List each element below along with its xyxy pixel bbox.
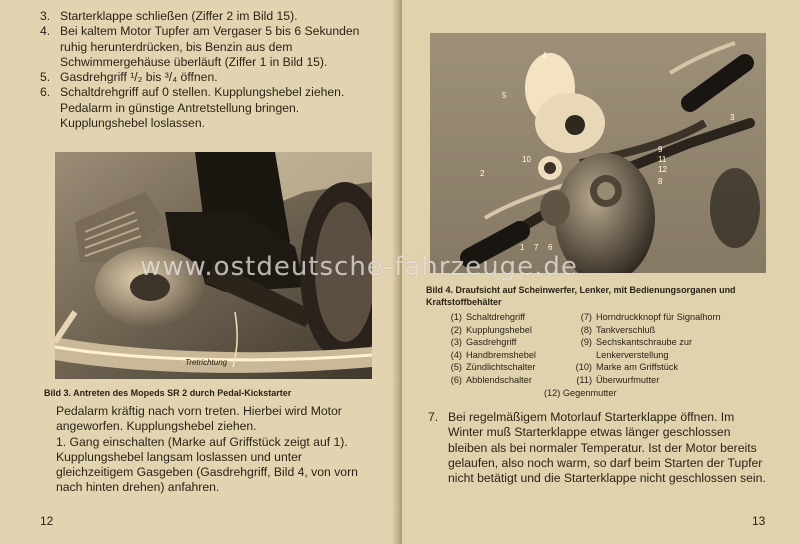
handlebar-photo (430, 33, 766, 273)
legend-row: (4) Handbremshebel Lenkerverstellung (450, 349, 669, 360)
legend-row: (2) Kupplungshebel (8) Tankverschluß (450, 324, 656, 335)
callout-4: 4 (542, 51, 547, 60)
legend-last: (12) Gegenmutter (544, 387, 617, 398)
legend-row: (6) Abblendschalter (11) Überwurfmutter (450, 374, 660, 385)
paragraph: Pedalarm kräftig nach vorn treten. Hierbei wird Motor angeworfen. Kupplungshebel ziehen. (56, 404, 342, 434)
callout-3: 3 (730, 113, 735, 122)
callout-12: 12 (658, 165, 667, 174)
legend-row: (5) Zündlichtschalter (10) Marke am Griffstück (450, 362, 679, 373)
handlebar-illustration (430, 33, 766, 273)
step-item: 6. Schaltdrehgriff auf 0 stellen. Kupplungshebel ziehen. Pedalarm in günstige Antretstellung bringen. Kupplungshebel loslassen. (40, 85, 345, 131)
step-item: 3. Starterklappe schließen (Ziffer 2 im Bild 15). (40, 9, 298, 23)
step-text: Gasdrehgriff ¹/₂ bis ³/₄ öffnen. (60, 70, 218, 85)
parts-legend (444, 311, 784, 399)
callout-1: 1 (520, 243, 525, 252)
step-item: 5. Gasdrehgriff ¹/₂ bis ³/₄ öffnen. (40, 70, 218, 85)
body-text-left (56, 404, 376, 496)
callout-9: 9 (658, 145, 663, 154)
callout-8: 8 (658, 177, 663, 186)
step-7-text: Bei regelmäßigem Motorlauf Starterklappe öffnen. Im Winter muß Starterklappe etwas länger geschlossen bleiben als bei normaler Temperatur. Ist der Motor bereits gelaufen, also noch warm, so darf beim Starten der Tupfer nicht betätigt und die Starterklappe nicht geschlossen sein. (448, 410, 766, 486)
steps-list (40, 9, 376, 131)
callout-2: 2 (480, 169, 485, 178)
paragraph: 1. Gang einschalten (Marke auf Griffstück zeigt auf 1). Kupplungshebel langsam loslassen und unter gleichzeitigem Gasgeben (Gasdrehgriff, Bild 4, von vorn nach hinten drehen) anfahren. (56, 434, 358, 495)
callout-10: 10 (522, 155, 531, 164)
step-text: Starterklappe schließen (Ziffer 2 im Bild 15). (60, 9, 298, 23)
legend-row: (1) Schaltdrehgriff (7) Horndruckknopf für Signalhorn (450, 312, 721, 322)
step-7 (428, 410, 768, 486)
callout-6: 6 (548, 243, 553, 252)
legend-row: (3) Gasdrehgriff (9) Sechskantschraube zur (450, 337, 693, 348)
website-watermark: www.ostdeutsche-fahrzeuge.de (140, 252, 578, 282)
figure-4-caption: Bild 4. Draufsicht auf Scheinwerfer, Lenker, mit Bedienungsorganen und Kraftstoffbehälter (426, 285, 736, 307)
page-number-left: 12 (40, 514, 54, 528)
callout-11: 11 (658, 155, 667, 164)
step-text: Bei kaltem Motor Tupfer am Vergaser 5 bis 6 Sekunden ruhig herunterdrücken, bis Benzin aus dem Schwimmergehäuse überläuft (Ziffer 1 in Bild 15). (60, 24, 360, 69)
tretrichtung-label: Tretrichtung (185, 358, 228, 367)
figure-3-caption: Bild 3. Antreten des Mopeds SR 2 durch Pedal-Kickstarter (44, 388, 292, 398)
page-number-right: 13 (752, 514, 766, 528)
step-text: Schaltdrehgriff auf 0 stellen. Kupplungshebel ziehen. Pedalarm in günstige Antretstellung bringen. Kupplungshebel loslassen. (60, 85, 345, 131)
step-7-number: 7. (428, 410, 439, 424)
callout-7: 7 (534, 243, 539, 252)
step-item: 4. Bei kaltem Motor Tupfer am Vergaser 5 bis 6 Sekunden ruhig herunterdrücken, bis Benzin aus dem Schwimmergehäuse überläuft (Ziffer 1 in Bild 15). (40, 24, 360, 69)
callout-5: 5 (502, 91, 507, 100)
